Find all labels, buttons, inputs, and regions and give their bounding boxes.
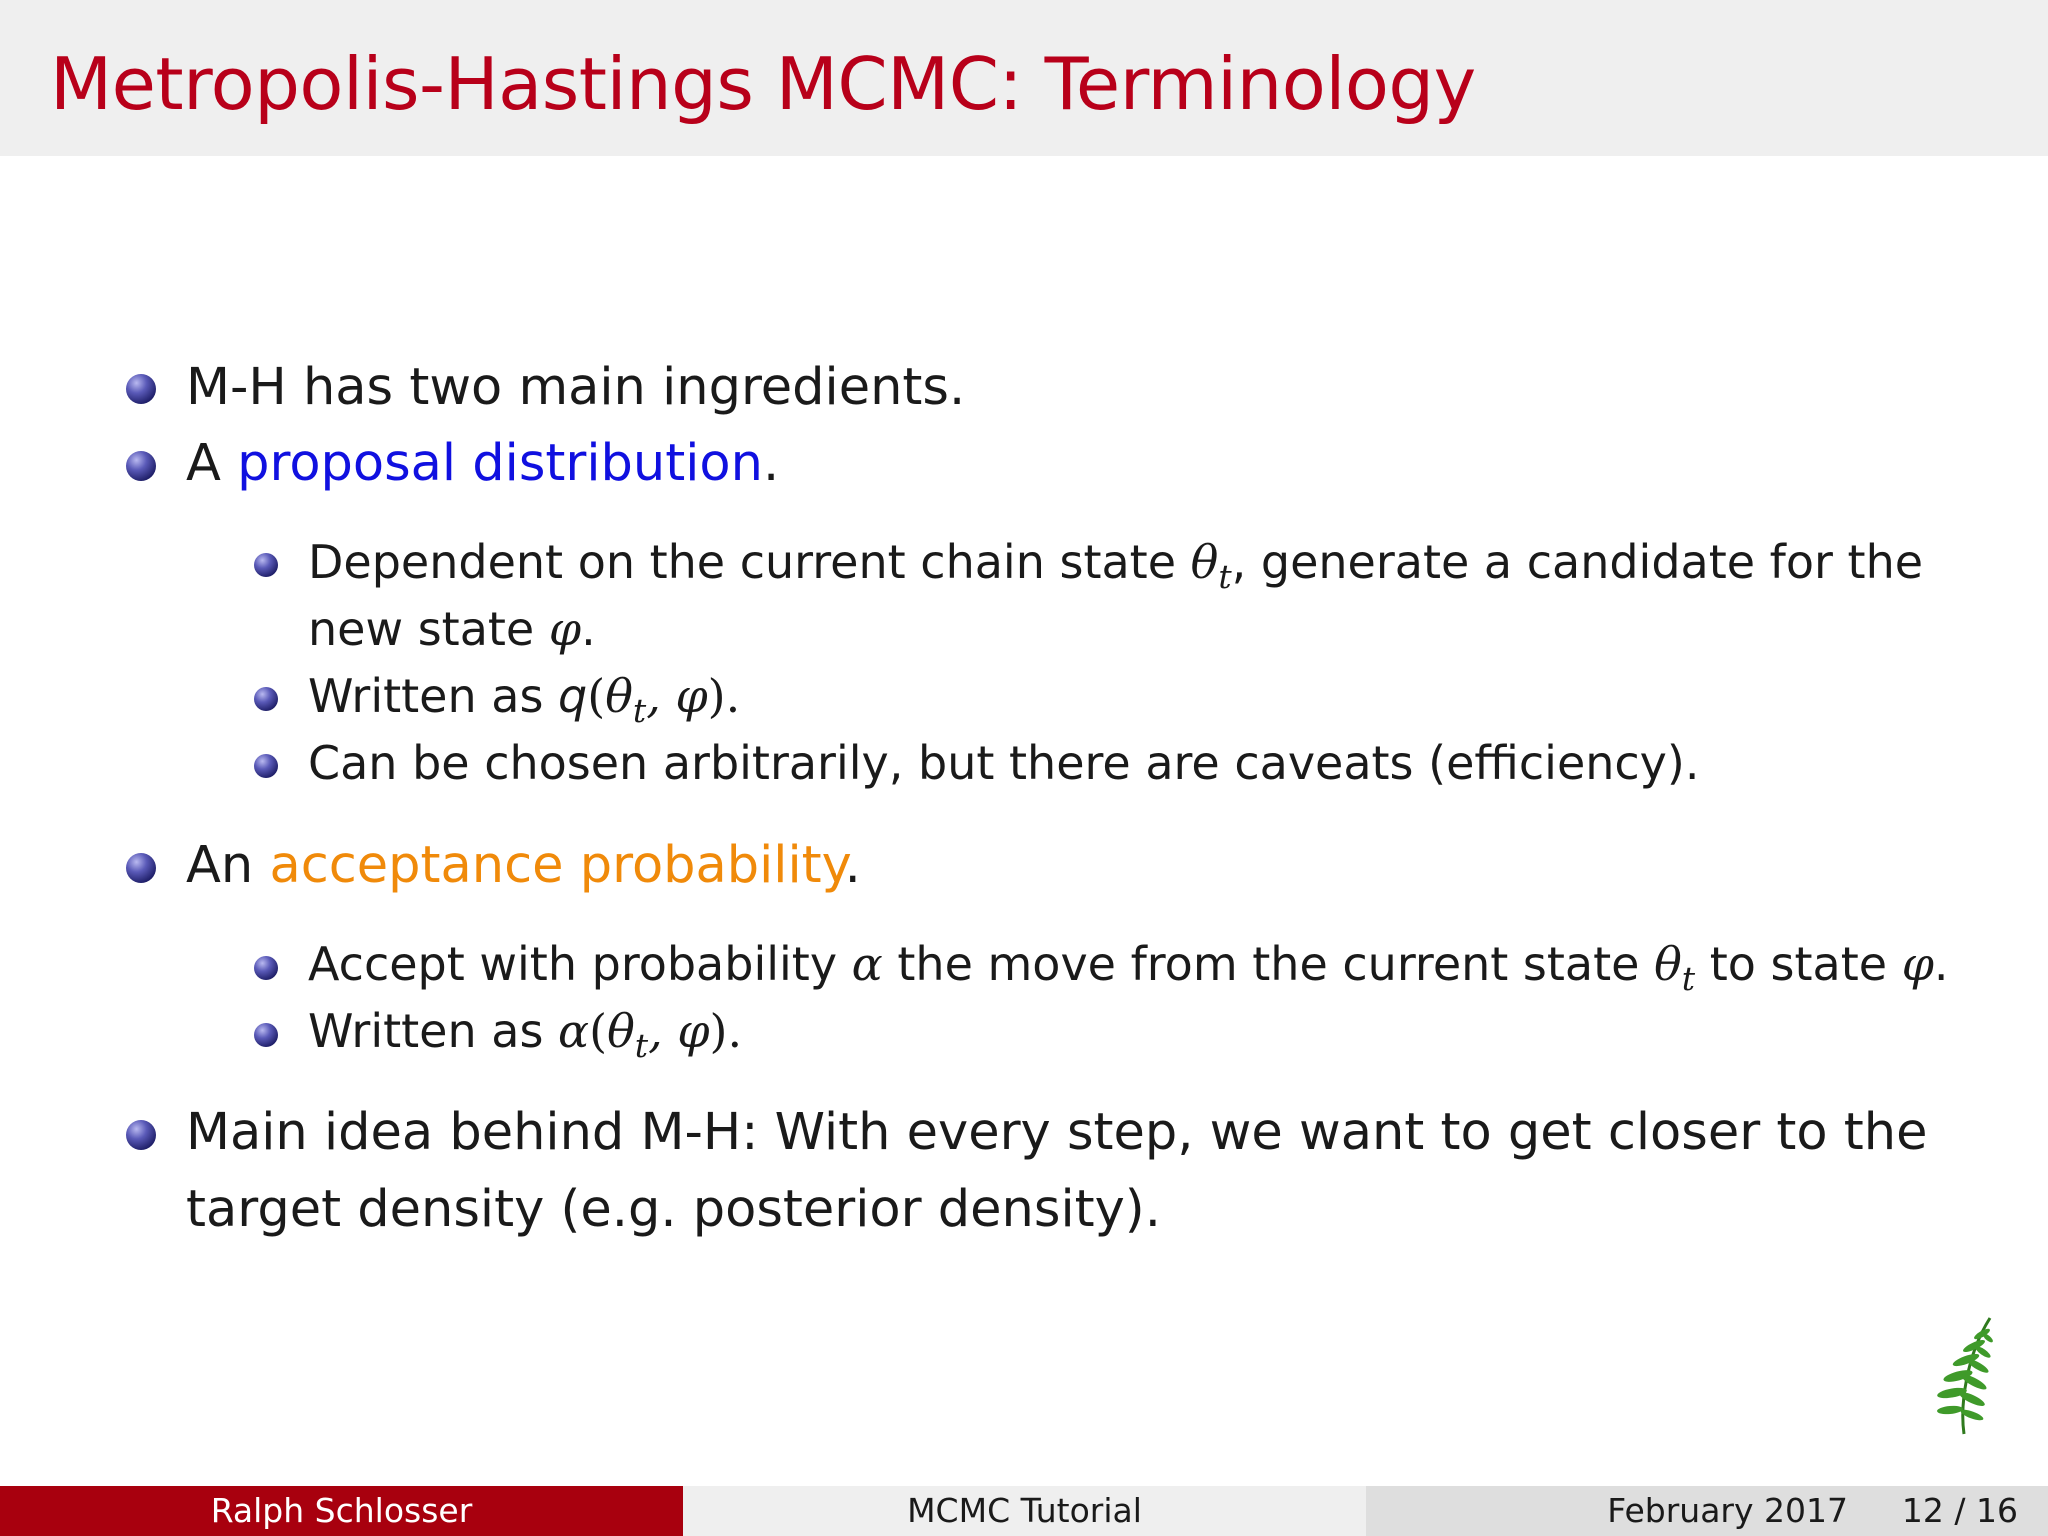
acceptance-probability-term: acceptance probability [269, 836, 845, 895]
slide-title: Metropolis-Hastings MCMC: Terminology [50, 42, 1476, 126]
footer-date: February 2017 [1607, 1491, 1848, 1530]
bullet-icon [126, 451, 156, 481]
bullet-icon [126, 1120, 156, 1150]
sub-bullet-icon [254, 687, 278, 711]
sub-bullet-arbitrary: Can be chosen arbitrarily, but there are caveats (efficiency). [308, 736, 1700, 790]
footer-talk-title: MCMC Tutorial [683, 1486, 1366, 1536]
sub-bullet-written-alpha: Written as $\alpha(\theta_t$, φ). [308, 1004, 743, 1065]
sub-bullet-written-q: Written as $q(\theta_t$, φ). [308, 669, 741, 730]
sub-bullet-icon [254, 553, 278, 577]
sub-bullet-accept: Accept with probability α the move from the current state $\theta_t$ to state φ. [308, 937, 1949, 998]
footer-author: Ralph Schlosser [0, 1486, 683, 1536]
footer-date-page [1366, 1486, 2048, 1536]
bullet-acceptance: An acceptance probability. [186, 836, 861, 895]
bullet-icon [126, 374, 156, 404]
sub-bullet-icon [254, 754, 278, 778]
footer [0, 1486, 2048, 1536]
bullet-proposal: A proposal distribution. [186, 434, 780, 493]
sub-bullet-dependent-line2: new state φ. [308, 602, 596, 656]
bullet-ingredients: M-H has two main ingredients. [186, 358, 966, 417]
footer-page-number: 12 / 16 [1901, 1491, 2018, 1530]
proposal-distribution-term: proposal distribution [237, 434, 763, 493]
bullet-main-idea-line2: target density (e.g. posterior density). [186, 1180, 1161, 1239]
sub-bullet-dependent-line1: Dependent on the current chain state $\theta_t$, generate a candidate for the [308, 535, 1924, 596]
sub-bullet-icon [254, 1023, 278, 1047]
fern-logo-icon [1928, 1316, 1998, 1436]
bullet-icon [126, 853, 156, 883]
sub-bullet-icon [254, 956, 278, 980]
bullet-main-idea-line1: Main idea behind M-H: With every step, we want to get closer to the [186, 1103, 1928, 1162]
